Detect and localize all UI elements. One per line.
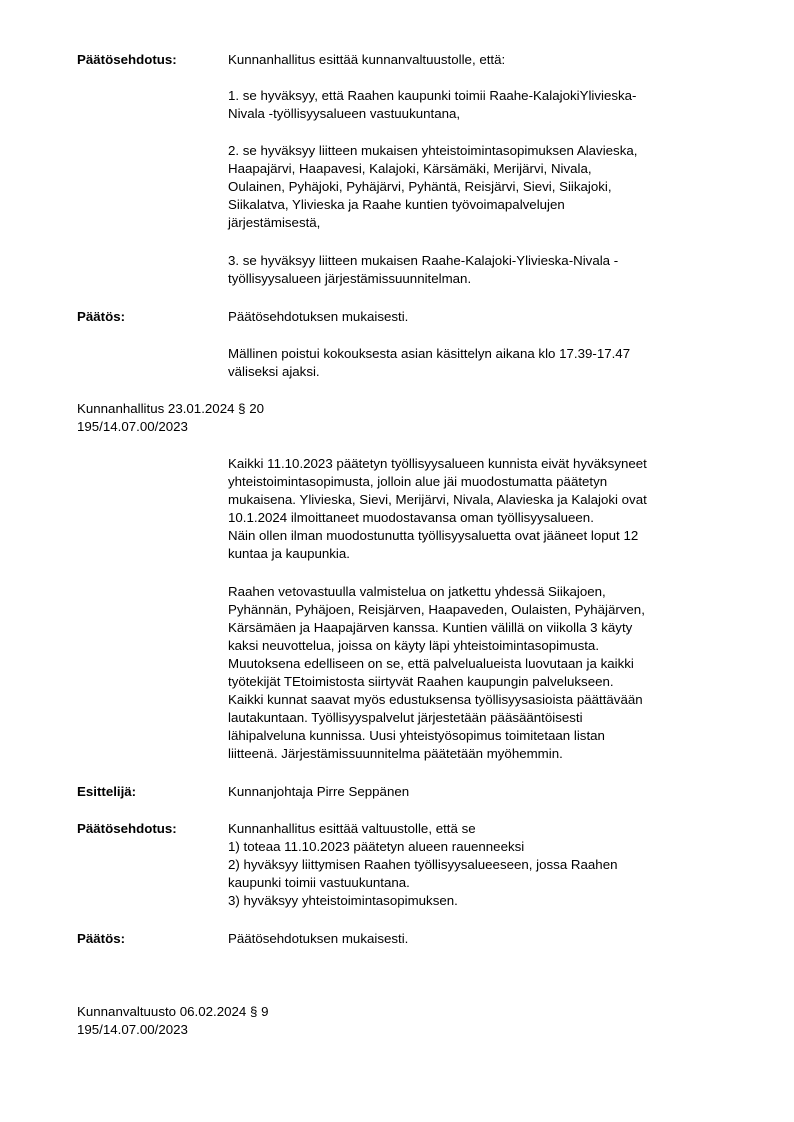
body-line: Kärsämäen ja Haapajärven kanssa. Kuntien välillä on viikolla 3 käyty	[228, 620, 633, 635]
body-line: kaksi neuvottelua, joissa on käyty läpi yhteistoimintasopimusta.	[228, 638, 600, 653]
meeting-reference: Kunnanhallitus 23.01.2024 § 20	[77, 401, 265, 416]
proposal-line: 3) hyväksyy yhteistoimintasopimuksen.	[228, 893, 458, 908]
proposal-line: kaupunki toimii vastuukuntana.	[228, 875, 410, 890]
proposal-label: Päätösehdotus:	[77, 821, 177, 836]
proposal-line: 2) hyväksyy liittymisen Raahen työllisyysalueeseen, jossa Raahen	[228, 857, 618, 872]
body-line: Kaikki 11.10.2023 päätetyn työllisyysalueen kunnista eivät hyväksyneet	[228, 456, 647, 471]
body-line: yhteistoimintasopimusta, jolloin alue jäi muodostumatta päätetyn	[228, 474, 608, 489]
proposal-line: 1) toteaa 11.10.2023 päätetyn alueen rauenneeksi	[228, 839, 525, 854]
proposal-item-line: Nivala -työllisyysalueen vastuukuntana,	[228, 106, 461, 121]
proposal-item-line: järjestämisestä,	[228, 215, 321, 230]
proposal-item-line: Oulainen, Pyhäjoki, Pyhäjärvi, Pyhäntä, Reisjärvi, Sievi, Siikajoki,	[228, 179, 612, 194]
proposal-item-line: Siikalatva, Ylivieska ja Raahe kuntien työvoimapalvelujen	[228, 197, 565, 212]
decision-text: Päätösehdotuksen mukaisesti.	[228, 931, 409, 946]
body-line: liitteenä. Järjestämissuunnitelma päätetään myöhemmin.	[228, 746, 563, 761]
proposal-item-line: Haapajärvi, Haapavesi, Kalajoki, Kärsämäki, Merijärvi, Nivala,	[228, 161, 592, 176]
body-line: lähipalveluna kunnissa. Uusi yhteistyösopimus toimitetaan listan	[228, 728, 605, 743]
proposal-item-line: 1. se hyväksyy, että Raahen kaupunki toimii Raahe-KalajokiYlivieska-	[228, 88, 637, 103]
case-number: 195/14.07.00/2023	[77, 1022, 188, 1037]
body-line: Kaikki kunnat saavat myös edustuksensa työllisyysasioista päättävään	[228, 692, 643, 707]
proposal-label: Päätösehdotus:	[77, 52, 177, 67]
decision-label: Päätös:	[77, 309, 126, 324]
decision-label: Päätös:	[77, 931, 126, 946]
body-line: mukaisena. Ylivieska, Sievi, Merijärvi, Nivala, Alavieska ja Kalajoki ovat	[228, 492, 647, 507]
body-line: Muutoksena edelliseen on se, että palvelualueista luovutaan ja kaikki	[228, 656, 634, 671]
decision-text: Päätösehdotuksen mukaisesti.	[228, 309, 409, 324]
body-line: työtekijät TEtoimistosta siirtyvät Raahen kaupungin palvelukseen.	[228, 674, 614, 689]
note-line: Mällinen poistui kokouksesta asian käsittelyn aikana klo 17.39-17.47	[228, 346, 631, 361]
presenter-text: Kunnanjohtaja Pirre Seppänen	[228, 784, 410, 799]
proposal-item-line: 2. se hyväksyy liitteen mukaisen yhteistoimintasopimuksen Alavieska,	[228, 143, 638, 158]
note-line: väliseksi ajaksi.	[228, 364, 320, 379]
body-line: Raahen vetovastuulla valmistelua on jatkettu yhdessä Siikajoen,	[228, 584, 606, 599]
meeting-reference: Kunnanvaltuusto 06.02.2024 § 9	[77, 1004, 269, 1019]
proposal-item-line: työllisyysalueen järjestämissuunnitelman.	[228, 271, 472, 286]
case-number: 195/14.07.00/2023	[77, 419, 188, 434]
body-line: lautakuntaan. Työllisyyspalvelut järjestetään pääsääntöisesti	[228, 710, 583, 725]
body-line: 10.1.2024 ilmoittaneet muodostavansa oman työllisyysalueen.	[228, 510, 594, 525]
body-line: Pyhännän, Pyhäjoen, Reisjärven, Haapaveden, Oulaisten, Pyhäjärven,	[228, 602, 645, 617]
body-line: kuntaa ja kaupunkia.	[228, 546, 350, 561]
body-line: Näin ollen ilman muodostunutta työllisyysaluetta ovat jääneet loput 12	[228, 528, 639, 543]
proposal-item-line: 3. se hyväksyy liitteen mukaisen Raahe-Kalajoki-Ylivieska-Nivala -	[228, 253, 619, 268]
presenter-label: Esittelijä:	[77, 784, 137, 799]
proposal-intro: Kunnanhallitus esittää kunnanvaltuustolle, että:	[228, 52, 506, 67]
proposal-line: Kunnanhallitus esittää valtuustolle, että se	[228, 821, 476, 836]
